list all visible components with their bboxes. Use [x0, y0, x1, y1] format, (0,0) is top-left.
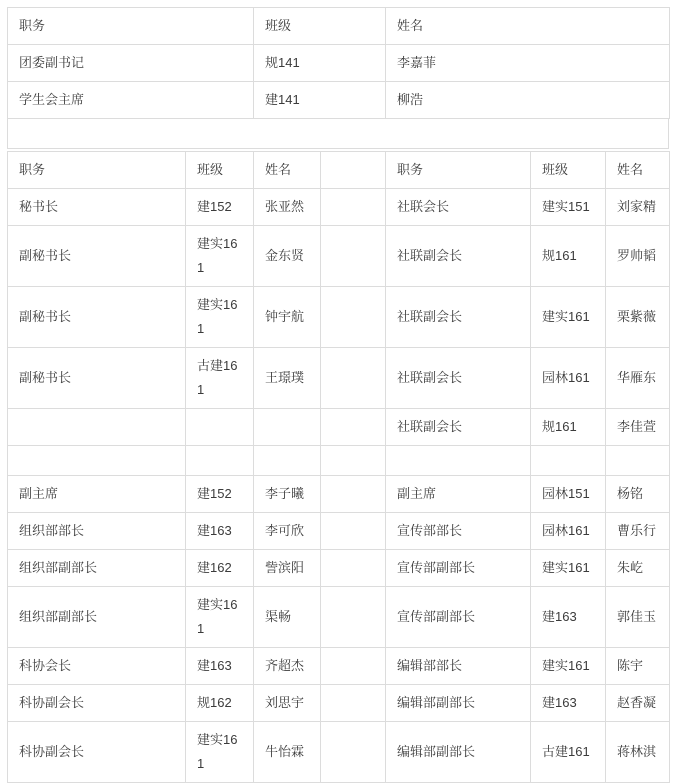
table-cell: 园林161	[531, 348, 606, 409]
table-cell: 建实151	[531, 189, 606, 226]
table-row	[8, 587, 670, 648]
table-cell: 李嘉菲	[386, 45, 670, 82]
table-row	[8, 550, 670, 587]
table-cell: 建152	[186, 476, 254, 513]
table-cell	[386, 446, 531, 476]
table-cell: 秘书长	[8, 189, 186, 226]
table-cell: 学生会主席	[8, 82, 254, 119]
table-cell: 建实161	[186, 287, 254, 348]
table-cell	[606, 446, 670, 476]
column-header: 姓名	[386, 8, 670, 45]
table-cell: 古建161	[531, 722, 606, 783]
table-cell	[321, 722, 386, 783]
main-table-header-row	[8, 152, 670, 189]
table-cell: 社联会长	[386, 189, 531, 226]
table-cell: 社联副会长	[386, 287, 531, 348]
table-cell: 罗帅韬	[606, 226, 670, 287]
table-cell: 规161	[531, 226, 606, 287]
table-cell: 刘思宇	[254, 685, 321, 722]
table-cell: 李佳萱	[606, 409, 670, 446]
table-cell: 钟宇航	[254, 287, 321, 348]
table-row	[8, 189, 670, 226]
table-cell: 建163	[531, 587, 606, 648]
table-cell: 组织部部长	[8, 513, 186, 550]
table-cell: 李可欣	[254, 513, 321, 550]
officers-table-main	[7, 151, 670, 783]
table-cell: 副秘书长	[8, 226, 186, 287]
column-header: 班级	[186, 152, 254, 189]
table-cell: 建163	[186, 513, 254, 550]
column-header	[321, 152, 386, 189]
table-cell: 编辑部副部长	[386, 722, 531, 783]
table-cell: 社联副会长	[386, 409, 531, 446]
table-cell: 杨铭	[606, 476, 670, 513]
table-cell	[321, 648, 386, 685]
table-cell: 訾滨阳	[254, 550, 321, 587]
table-cell	[186, 409, 254, 446]
table-cell: 规141	[254, 45, 386, 82]
table-cell: 牛怡霖	[254, 722, 321, 783]
table-cell: 规162	[186, 685, 254, 722]
table-cell: 编辑部部长	[386, 648, 531, 685]
table-cell	[254, 409, 321, 446]
table-cell	[321, 587, 386, 648]
table-cell: 组织部副部长	[8, 587, 186, 648]
table-cell: 副主席	[8, 476, 186, 513]
table-cell	[254, 446, 321, 476]
table-row	[8, 348, 670, 409]
table-cell: 宣传部部长	[386, 513, 531, 550]
table-cell: 建163	[186, 648, 254, 685]
table-cell: 曹乐行	[606, 513, 670, 550]
table-cell: 张亚然	[254, 189, 321, 226]
table-cell: 建163	[531, 685, 606, 722]
table-cell	[321, 409, 386, 446]
table-cell: 副主席	[386, 476, 531, 513]
column-header: 职务	[8, 152, 186, 189]
table-cell	[8, 409, 186, 446]
table-cell: 李子曦	[254, 476, 321, 513]
table-cell: 组织部副部长	[8, 550, 186, 587]
table-cell: 建141	[254, 82, 386, 119]
table-cell: 建152	[186, 189, 254, 226]
table-cell: 科协副会长	[8, 685, 186, 722]
column-header: 姓名	[606, 152, 670, 189]
table-row	[8, 226, 670, 287]
table-cell: 园林161	[531, 513, 606, 550]
table-cell: 古建161	[186, 348, 254, 409]
table-row	[8, 648, 670, 685]
table-cell	[531, 446, 606, 476]
table-cell: 副秘书长	[8, 348, 186, 409]
table-cell	[186, 446, 254, 476]
table-cell: 朱屹	[606, 550, 670, 587]
table-row	[8, 287, 670, 348]
table-cell: 建实161	[531, 287, 606, 348]
table-cell: 赵香凝	[606, 685, 670, 722]
table-row	[8, 722, 670, 783]
table-cell: 宣传部副部长	[386, 550, 531, 587]
table-cell	[321, 189, 386, 226]
table-cell: 科协会长	[8, 648, 186, 685]
blank-spacer-row	[7, 119, 669, 149]
table-cell: 社联副会长	[386, 226, 531, 287]
table-cell: 建实161	[531, 550, 606, 587]
table-cell	[321, 550, 386, 587]
table-cell: 王璟璞	[254, 348, 321, 409]
table-cell	[8, 446, 186, 476]
table-cell: 建实161	[186, 722, 254, 783]
table-cell	[321, 287, 386, 348]
table-cell	[321, 446, 386, 476]
table-cell	[321, 226, 386, 287]
table-row	[8, 409, 670, 446]
table-cell	[321, 513, 386, 550]
table-cell: 园林151	[531, 476, 606, 513]
table-cell: 栗紫薇	[606, 287, 670, 348]
table-cell: 华雁东	[606, 348, 670, 409]
table-cell: 建实161	[186, 226, 254, 287]
table-cell: 陈宇	[606, 648, 670, 685]
table-cell: 齐超杰	[254, 648, 321, 685]
table-cell: 副秘书长	[8, 287, 186, 348]
table-cell	[321, 476, 386, 513]
table-cell	[321, 348, 386, 409]
table-row	[8, 45, 670, 82]
officers-table-top	[7, 7, 670, 119]
table-cell: 蒋林淇	[606, 722, 670, 783]
table-row	[8, 82, 670, 119]
table-cell: 刘家精	[606, 189, 670, 226]
table-cell: 宣传部副部长	[386, 587, 531, 648]
table-row	[8, 513, 670, 550]
table-cell: 渠畅	[254, 587, 321, 648]
table-row	[8, 446, 670, 476]
column-header: 职务	[386, 152, 531, 189]
table-cell: 编辑部副部长	[386, 685, 531, 722]
table-cell: 建162	[186, 550, 254, 587]
top-table-header-row	[8, 8, 670, 45]
column-header: 职务	[8, 8, 254, 45]
table-cell: 团委副书记	[8, 45, 254, 82]
table-cell: 柳浩	[386, 82, 670, 119]
table-cell: 科协副会长	[8, 722, 186, 783]
table-cell: 金东贤	[254, 226, 321, 287]
table-row	[8, 476, 670, 513]
table-cell: 建实161	[186, 587, 254, 648]
table-cell	[321, 685, 386, 722]
column-header: 班级	[531, 152, 606, 189]
table-row	[8, 685, 670, 722]
column-header: 姓名	[254, 152, 321, 189]
table-cell: 建实161	[531, 648, 606, 685]
table-cell: 规161	[531, 409, 606, 446]
table-cell: 社联副会长	[386, 348, 531, 409]
table-cell: 郭佳玉	[606, 587, 670, 648]
column-header: 班级	[254, 8, 386, 45]
